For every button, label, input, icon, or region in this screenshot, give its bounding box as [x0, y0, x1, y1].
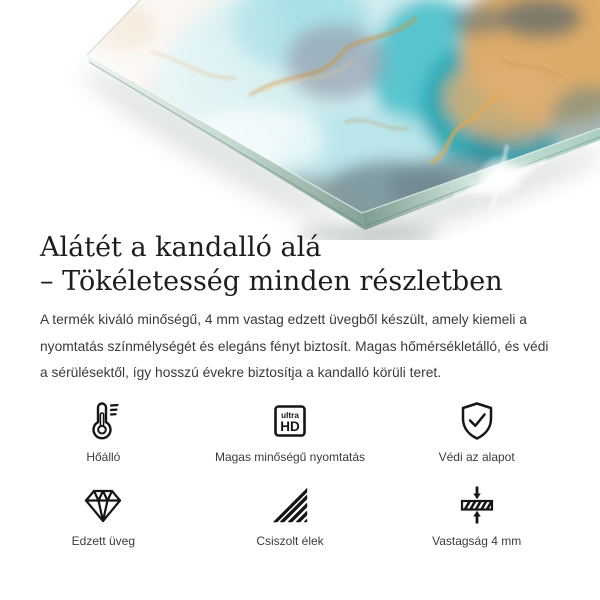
features-grid [10, 397, 570, 548]
feature-ultra-hd-print [197, 397, 384, 464]
feature-label: Védi az alapot [438, 450, 515, 464]
ultra-hd-icon [266, 397, 314, 445]
feature-label: Edzett üveg [71, 534, 136, 548]
feature-label: Magas minőségű nyomtatás [214, 450, 366, 464]
feature-label: Hőálló [86, 450, 121, 464]
thickness-icon [453, 481, 501, 529]
diamond-icon [79, 481, 127, 529]
glass-panel-illustration [0, 0, 600, 240]
feature-heat-resistant [10, 397, 197, 464]
product-image [0, 0, 600, 240]
shield-check-icon [453, 397, 501, 445]
page-title [40, 231, 503, 299]
feature-protects-base [383, 397, 570, 464]
thermometer-icon [79, 397, 127, 445]
product-description: A termék kiváló minőségű, 4 mm vastag edzett üvegből készült, amely kiemeli a nyomtatás színmélységét és elegáns fényt biztosít. Magas hőmérsékletálló, és védi a sérülésektől, így hosszú évekre biztosítja a kandalló körüli teret. [40, 312, 549, 380]
ultra-hd-badge-top: ultra [281, 411, 299, 420]
page-title-line1: Alátét a kandalló alá [40, 232, 322, 263]
polished-edges-icon [266, 481, 314, 529]
ultra-hd-badge-bottom: HD [280, 419, 300, 434]
feature-polished-edges [197, 481, 384, 548]
feature-tempered-glass [10, 481, 197, 548]
page-title-line2: – Tökéletesség minden részletben [40, 266, 503, 297]
feature-thickness-4mm [383, 481, 570, 548]
feature-label: Csiszolt élek [256, 534, 324, 548]
feature-label: Vastagság 4 mm [432, 534, 522, 548]
